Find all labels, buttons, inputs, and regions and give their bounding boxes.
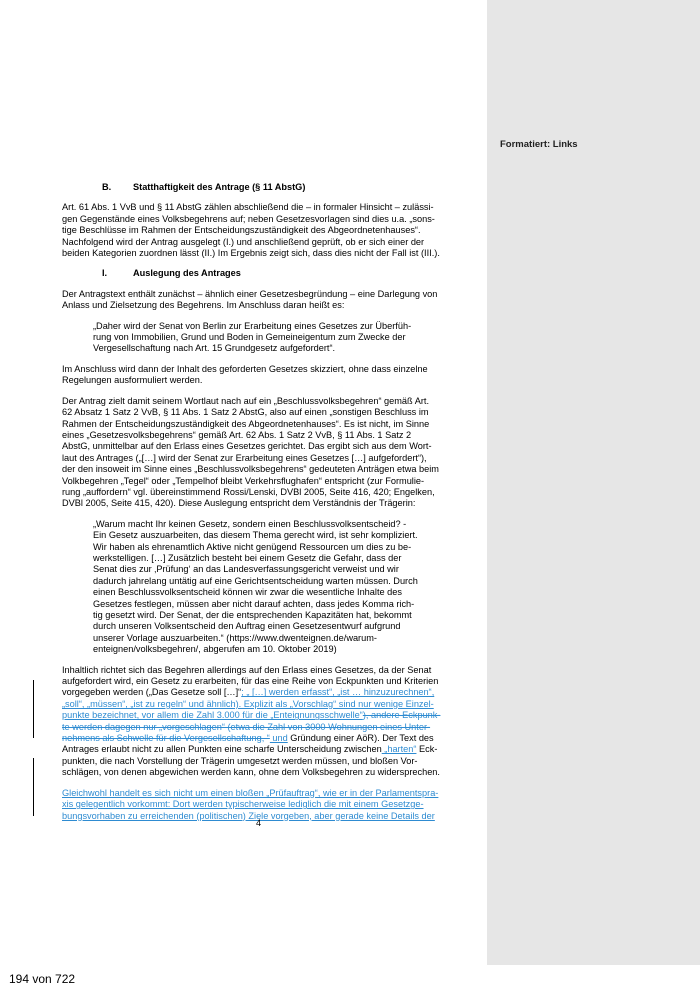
- text-line: Eck-: [416, 744, 438, 755]
- text-line: Nachfolgend wird der Antrag ausgelegt (I.) und anschließend geprüft, ob er sich einer der: [62, 236, 425, 247]
- paragraph: [62, 202, 462, 259]
- text-line: gen Gegenstände eines Volksbegehrens auf; neben Gesetzesvorlagen sind dies u.a. „sons-: [62, 213, 435, 224]
- paragraph: [62, 396, 462, 510]
- section-heading-b: [62, 182, 462, 193]
- heading-title: Statthaftigkeit des Antrage (§ 11 AbstG): [133, 182, 306, 192]
- inserted-text[interactable]: bungsvorhaben zu erreichenden (politischen) Ziele vorgeben, aber gerade keine Details der: [62, 810, 435, 821]
- text-line: aufgefordert wird, ein Gesetz zu erarbeiten, für das eine Reihe von Eckpunkten und Kriterien: [62, 676, 439, 687]
- text-line: rung „auffordern“ vgl. übereinstimmend Rossi/Lenski, DVBl 2005, Seite 416, 420; Engelken,: [62, 486, 435, 497]
- block-quote: [62, 519, 462, 656]
- inserted-text[interactable]: punkte bezeichnet, vor allem die Zahl 3.000 für die „Enteignungsschwelle“: [62, 710, 363, 721]
- paragraph: [62, 364, 462, 387]
- text-line: Im Anschluss wird dann der Inhalt des geforderten Gesetzes skizziert, ohne dass einzelne: [62, 363, 428, 374]
- inserted-text[interactable]: Gleichwohl handelt es sich nicht um einen bloßen „Prüfauftrag“, wie er in der Parlamentspra-: [62, 787, 439, 798]
- text-line: Gesetzes festlegen, müssen aber nicht darauf achten, dass jedes Komma rich-: [93, 598, 415, 609]
- block-quote: [62, 321, 462, 355]
- text-line: Volkbegehren „Tegel“ oder „Tempelhof bleibt Verkehrsflughafen“ entspricht (zur Formulie-: [62, 475, 425, 486]
- text-line: durch unseren Volksentscheid den Auftrag einen Gesetzesentwurf aufgrund: [93, 621, 401, 632]
- text-line: rung von Immobilien, Grund und Boden in Gemeineigentum zum Zwecke der: [93, 332, 406, 343]
- text-line: „Warum macht Ihr keinen Gesetz, sondern einen Beschlussvolksentscheid? -: [93, 518, 407, 529]
- paragraph-tracked-changes: [62, 665, 462, 779]
- change-bar: [33, 680, 34, 738]
- text-line: tig gesetzt wird. Der Senat, der die entsprechenden Kapazitäten hat, bekommt: [93, 610, 412, 620]
- text-line: einen Beschlussvolksentscheid können wir zwar die wesentliche Inhalte des: [93, 587, 402, 598]
- inserted-text[interactable]: ; „ […] werden erfasst“, „ist … hinzuzurechnen“,: [241, 687, 435, 698]
- text-line: vorgegeben werden („Das Gesetze soll […]“: [62, 687, 242, 698]
- text-line: eines „Gesetzesvolksbegehrens“ gemäß Art. 62 Abs. 1 Satz 2 VvB, § 11 Abs. 1 Satz 2: [62, 429, 412, 440]
- text-line: Der Antrag zielt damit seinem Wortlaut nach auf ein „Beschlussvolksbegehren“ gemäß Art.: [62, 395, 429, 406]
- document-page: [62, 182, 462, 822]
- text-line: Senat dies zur ‚Prüfung‘ an das Landesverfassungsgericht verweist und wir: [93, 564, 399, 575]
- text-line: Gründung einer AöR). Der Text des: [287, 733, 434, 744]
- text-line: Anlass und Zielsetzung des Begehrens. Im Anschluss daran heißt es:: [62, 300, 345, 311]
- deleted-text[interactable]: nehmens als Schwelle für die Vergesellschaftung, “: [62, 733, 270, 744]
- heading-number: I.: [102, 268, 108, 279]
- text-line: der den insoweit im Sinne eines „Beschlussvolksbegehrens“ gedeuteten Anträgen etwa beim: [62, 464, 439, 475]
- deleted-text[interactable]: ), andere Eckpunk-: [362, 710, 441, 721]
- text-line: 62 Absatz 1 Satz 2 VvB, § 11 Abs. 1 Satz 2 AbstG, also auf einen „sonstigen Beschluss im: [62, 407, 429, 418]
- text-line: Ein Gesetz auszuarbeiten, das diesem Thema gerecht wird, ist sehr kompliziert.: [93, 530, 418, 541]
- text-line: Rahmen der Entscheidungszuständigkeit des Abgeordnetenhauses“. Es ist nicht, im Sinne: [62, 418, 430, 429]
- text-line: beiden Kategorien zuordnen lässt (II.) Im Ergebnis zeigt sich, dass dies nicht der Fall ist (III.).: [62, 248, 440, 259]
- text-line: „Daher wird der Senat von Berlin zur Erarbeitung eines Gesetzes zur Überfüh-: [93, 320, 412, 331]
- inserted-text[interactable]: „harten“: [381, 744, 417, 755]
- text-line: Antrages erlaubt nicht zu allen Punkten eine scharfe Unterscheidung zwischen: [62, 744, 382, 755]
- text-line: Wir haben als ehrenamtlich Aktive nicht genügend Ressourcen um dies zu be-: [93, 541, 412, 552]
- heading-number: B.: [102, 182, 112, 192]
- page-number: 4: [256, 818, 262, 828]
- text-line: punkten, die nach Vorstellung der Trägerin umgesetzt werden müssen, und bloßen Vor-: [62, 755, 418, 766]
- text-line: dadurch jahrelang untätig auf eine Gerichtsentscheidung warten müssen. Durch: [93, 575, 418, 586]
- text-line: Inhaltlich richtet sich das Begehren allerdings auf den Erlass eines Gesetzes, da der Senat: [62, 664, 432, 675]
- text-line: Der Antragstext enthält zunächst – ähnlich einer Gesetzesbegründung – eine Darlegung von: [62, 288, 438, 299]
- text-line: tige Beschlüsse im Rahmen der Entscheidungszuständigkeit des Abgeordnetenhauses“.: [62, 225, 421, 236]
- text-line: unserer Vorlage auszuarbeiten.“ (https://www.dwenteignen.de/warum-: [93, 632, 377, 643]
- deleted-text[interactable]: te werden dagegen nur „vorgeschlagen“ (etwa die Zahl von 3000 Wohnungen eines Unter-: [62, 721, 431, 732]
- inserted-text[interactable]: und: [269, 733, 288, 744]
- section-heading-i: [62, 268, 462, 279]
- change-bar: [33, 758, 34, 816]
- comment-label: Formatiert: Links: [500, 139, 578, 150]
- paragraph: [62, 289, 462, 312]
- text-line: schlägen, von denen abgewichen werden kann, ohne dem Volksbegehren zu widersprechen.: [62, 767, 440, 778]
- inserted-text[interactable]: xis gelegentlich vorkommt: Dort werden typischerweise lediglich die mit einem Gesetzge-: [62, 799, 424, 810]
- text-line: Regelungen ausformuliert werden.: [62, 375, 203, 386]
- text-line: Vergesellschaftung nach Art. 15 Grundgesetz aufgefordert“.: [93, 343, 336, 354]
- page-counter: 194 von 722: [9, 972, 76, 986]
- text-line: AbstG, unmittelbar auf den Erlass eines Gesetzes gerichtet. Das ergibt sich aus dem Wort-: [62, 441, 432, 452]
- inserted-text[interactable]: „soll“, „müssen“, „ist zu regeln“ und ähnlich). Explizit als „Vorschlag“ sind nur wenige Einzel-: [62, 698, 434, 709]
- text-line: werkstelligen. […] Zusätzlich besteht bei einem Gesetz die Gefahr, dass der: [93, 552, 402, 563]
- text-line: Art. 61 Abs. 1 VvB und § 11 AbstG zählen abschließend die – in formaler Hinsicht – zulässi-: [62, 202, 434, 213]
- text-line: laut des Antrages („[…] wird der Senat zur Erarbeitung eines Gesetzes […] aufgefordert“),: [62, 452, 427, 463]
- text-line: enteignen/volksbegehren/, abgerufen am 10. Oktober 2019): [93, 644, 337, 655]
- paragraph-inserted: [62, 788, 462, 822]
- text-line: DVBl 2005, Seite 415, 420). Diese Auslegung entspricht dem Verständnis der Trägerin:: [62, 498, 416, 509]
- heading-title: Auslegung des Antrages: [133, 268, 241, 279]
